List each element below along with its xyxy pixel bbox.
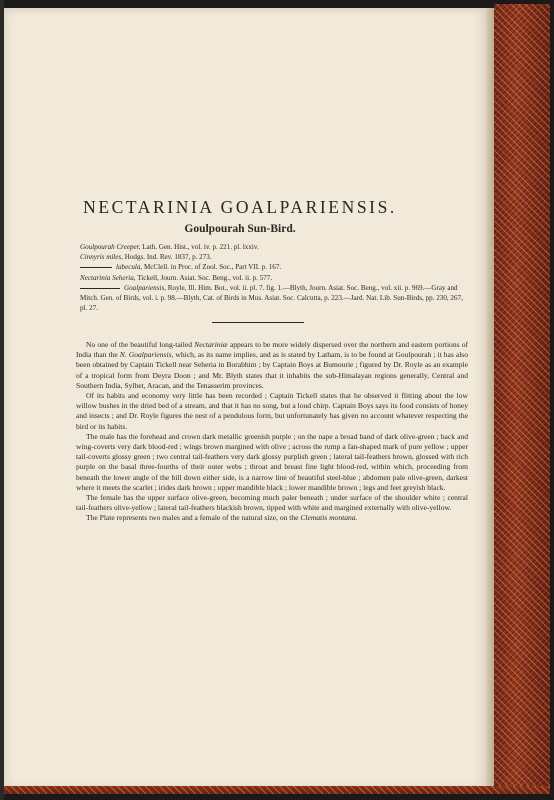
paragraph: The Plate represents two males and a female of the natural size, on the Clematis montana. (86, 513, 358, 523)
synonym-entry: Nectarinia Seheria, Tickell, Journ. Asiat. Soc. Beng., vol. ii. p. 577. (80, 273, 273, 282)
synonymy-list (80, 242, 468, 313)
paragraph: No one of the beautiful long-tailed Nectariniæ appears to be more widely dispersed over the northern and eastern portions of India than the N. Goalpariensis, which, as its name implies, and as is stated by Latham, is to be found at Goulpourah ; it has also been obtained by Captain Tickell near Seheria in Borabhim ; by Captain Boys at Bumourie ; figured by Dr. Royle as an example of a tropical form from Deyra Doon ; and Mr. Blyth states that it inhabits the sub-Himalayan regions generally, Central and Southern India, Sylhet, Aracan, and the Tenasserim provinces. (76, 340, 469, 390)
section-divider (212, 322, 304, 323)
page-subtitle: Goulpourah Sun-Bird. (184, 223, 296, 235)
marbled-binding (494, 4, 550, 794)
description-text (76, 340, 468, 524)
paragraph: The male has the forehead and crown dark metallic greenish purple ; on the nape a broad band of dark olive-green ; back and wing-coverts very dark blood-red ; wings brown margined with olive ; across the rump a fan-shaped mark of pure yellow ; upper tail-coverts glossy green ; two central tail-feathers very dark glossy purplish green ; lateral tail-feathers brown, glossed with rich purple on the basal three-fourths of their outer webs ; throat and breast fine light blood-red, within which, proceeding from beneath the lower angle of the bill down either side, is a narrow line of beautiful steel-blue ; abdomen pale olive-green, darkest where it meets the scarlet ; irides dark brown ; upper mandible black ; lower mandible brown ; legs and feet greyish black. (76, 431, 468, 492)
paragraph: Of its habits and economy very little has been recorded ; Captain Tickell states that he observed it flitting about the low willow bushes in the dried bed of a stream, and that it has no song, but a loud chirp. Captain Boys says its food consists of honey and insects ; and Dr. Royle figures the nest of a pendulous form, but unfortunately has given no account whatever respecting the bird or its habits. (76, 391, 468, 431)
synonym-entry: Goalpariensis, Royle, Ill. Him. Bot., vol. ii. pl. 7. fig. 1.—Blyth, Journ. Asiat. Soc. Beng., vol. xii. p. 969.—Gray and Mitch. Gen. of Birds, vol. i. p. 98.—Blyth, Cat. of Birds in Mus. Asiat. Soc. Calcutta, p. 223.—Jard. Nat. Lib. Sun-Birds, pp. 230, 267, pl. 27. (80, 283, 463, 313)
paragraph: The female has the upper surface olive-green, becoming much paler beneath ; under surface of the shoulder white ; central tail-feathers olive-yellow ; lateral tail-feathers blackish brown, tipped with white and margined externally with olive-yellow. (76, 493, 468, 513)
ditto-dash (80, 288, 120, 289)
marbled-binding-bottom (4, 786, 550, 794)
ditto-dash (80, 267, 112, 268)
page-title: NECTARINIA GOALPARIENSIS. (83, 197, 397, 217)
synonym-entry: Goulpourah Creeper, Lath. Gen. Hist., vol. iv. p. 221. pl. lxxiv. (80, 243, 259, 251)
page-edge-shadow (486, 8, 494, 789)
synonym-entry: Cinnyris miles, Hodgs. Ind. Rev. 1837, p. 273. (80, 253, 212, 262)
synonym-entry: labecula, McClell. in Proc. of Zool. Soc., Part VII. p. 167. (80, 262, 468, 272)
